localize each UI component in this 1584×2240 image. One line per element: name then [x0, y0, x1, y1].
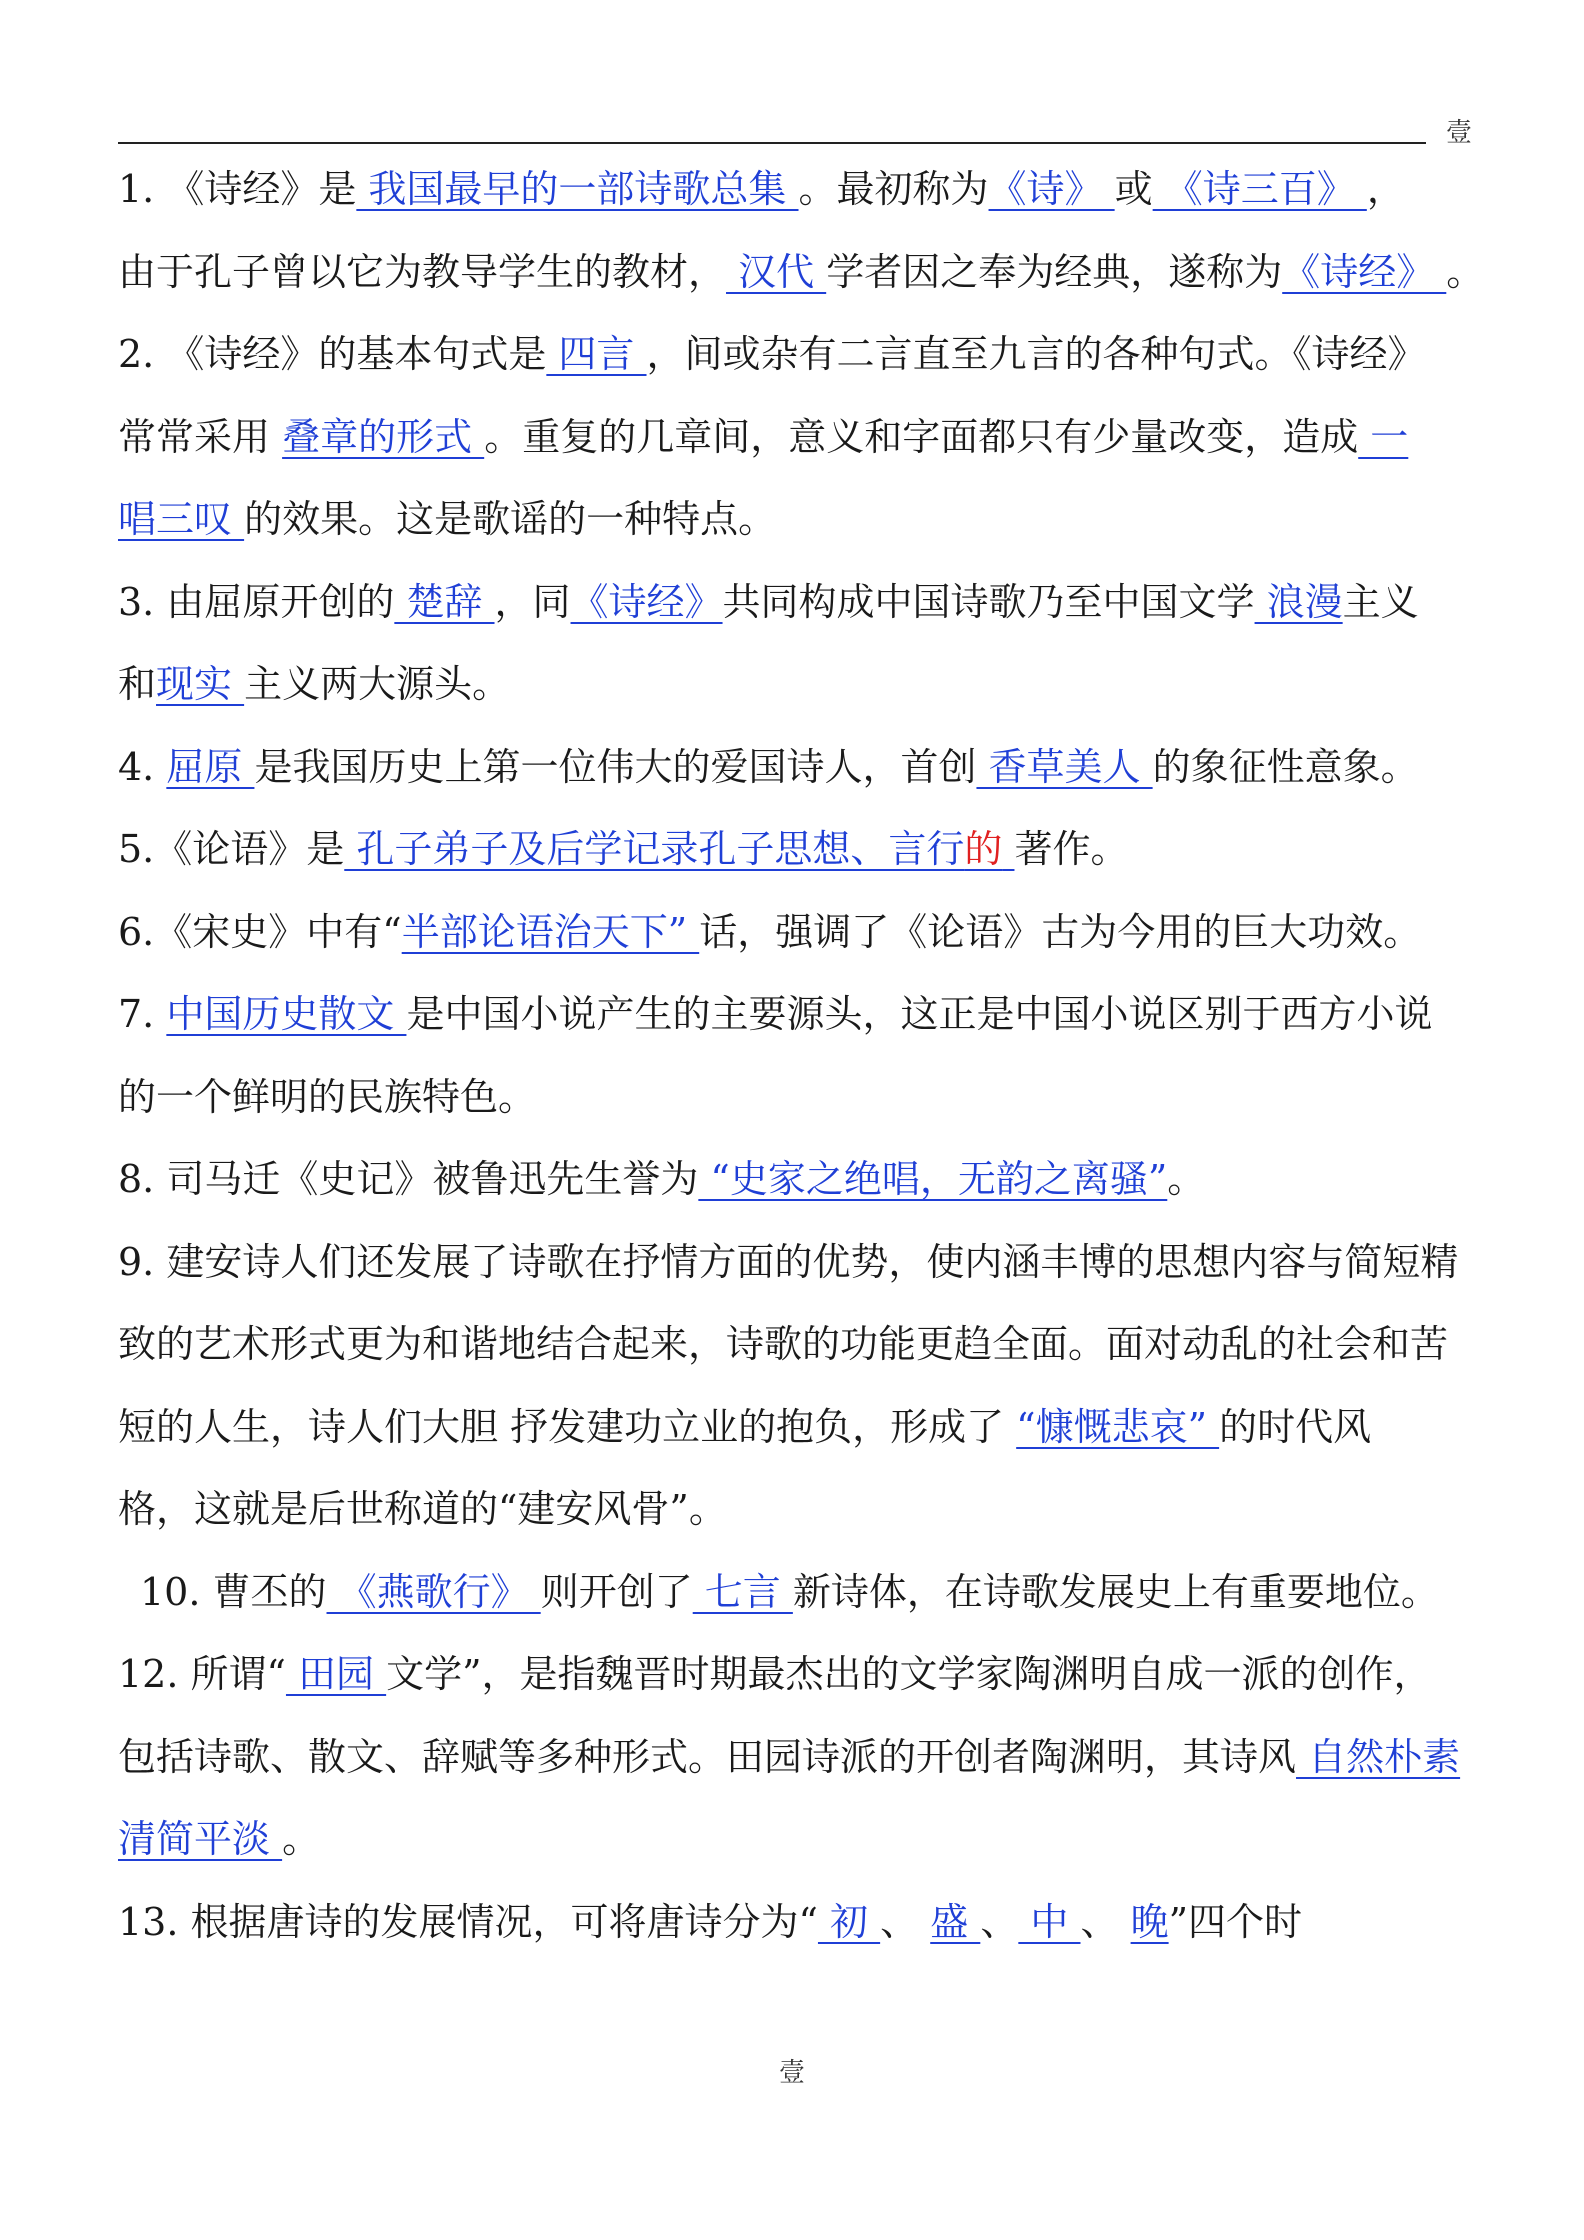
question-text: 是我国历史上第一位伟大的爱国诗人，首创 — [254, 744, 977, 789]
answer-blank — [1018, 1900, 1080, 1944]
question-text: 2. 《诗经》的基本句式是 — [118, 332, 547, 376]
text-line — [118, 1468, 1548, 1551]
question-text: 的象征性意象。 — [1152, 744, 1419, 789]
answer-blank — [1016, 1405, 1219, 1449]
text-line — [118, 1716, 1548, 1799]
answer-text: 初 — [817, 1899, 881, 1944]
question-text: 13. 根据唐诗的发展情况，可将唐诗分为“ — [118, 1899, 818, 1944]
question-text: 致的艺术形式更为和谐地结合起来，诗歌的功能更趋全面。面对动乱的社会和苦 — [118, 1322, 1449, 1366]
answer-text: 《诗》 — [988, 167, 1115, 211]
text-line — [118, 396, 1548, 479]
text-line — [118, 1386, 1548, 1469]
text-line — [118, 1633, 1548, 1716]
question-text: 、 — [980, 1899, 1019, 1944]
question-text: ，同 — [494, 579, 571, 624]
answer-text: 田园 — [285, 1652, 387, 1696]
question-text: 话，强调了《论语》古为今用的巨大功效。 — [699, 909, 1422, 954]
answer-text: 浪漫 — [1254, 579, 1343, 624]
exam-answer-sheet — [118, 148, 1548, 1963]
answer-blank — [394, 580, 494, 624]
text-line — [118, 1056, 1548, 1139]
answer-blank — [1153, 167, 1367, 211]
text-line — [118, 726, 1548, 809]
question-text: 格，这就是后世称道的“建安风骨”。 — [118, 1487, 727, 1531]
question-text: 10. 曹丕的 — [140, 1569, 327, 1614]
answer-text: 香草美人 — [976, 744, 1153, 789]
question-text: 著作。 — [1014, 827, 1129, 871]
question-text: 由于孔子曾以它为教导学生的教材， — [118, 249, 727, 294]
answer-text: 叠章的形式 — [282, 414, 485, 459]
question-text: 9. 建安诗人们还发展了诗歌在抒情方面的优势，使内涵丰博的思想内容与简短精 — [118, 1239, 1459, 1284]
answer-blank — [1358, 415, 1408, 459]
answer-text: 孔子弟子及后学记录孔子思想、言行 — [344, 827, 965, 871]
answer-text: 盛 — [930, 1899, 981, 1944]
answer-blank — [282, 415, 484, 459]
question-text: 12. 所谓“ — [118, 1652, 286, 1696]
question-text: 1. 《诗经》是 — [118, 167, 357, 211]
question-text: 的时代风 — [1219, 1404, 1372, 1449]
answer-text: 唱三叹 — [118, 497, 245, 541]
question-text: ，间或杂有二言直至九言的各种句式。《诗经》 — [646, 332, 1426, 376]
highlighted-answer-text: 的 — [964, 827, 1003, 871]
question-text: 3. 由屈原开创的 — [118, 579, 395, 624]
text-line — [118, 1138, 1548, 1221]
answer-blank — [1296, 1735, 1460, 1779]
text-line — [118, 1303, 1548, 1386]
answer-text: 屈原 — [166, 744, 255, 789]
text-line — [118, 973, 1548, 1056]
answer-blank — [166, 745, 254, 789]
question-text: 常常采用 — [118, 414, 283, 459]
text-line — [118, 148, 1548, 231]
question-text: 新诗体，在诗歌发展史上有重要地位。 — [792, 1569, 1439, 1614]
question-text: 和 — [118, 662, 157, 706]
text-line — [118, 643, 1548, 726]
text-line — [118, 1221, 1548, 1304]
answer-text: 一 — [1358, 414, 1409, 459]
question-text: 、 — [880, 1899, 931, 1944]
answer-text: 自然朴素 — [1296, 1734, 1461, 1779]
question-text: 。重复的几章间，意义和字面都只有少量改变，造成 — [484, 414, 1359, 459]
question-text: 8. 司马迁《史记》被鲁迅先生誉为 — [118, 1157, 699, 1201]
answer-text: 《诗经》 — [1282, 249, 1447, 294]
answer-text: 半部论语治天下” — [401, 909, 700, 954]
question-text: 5.《论语》是 — [118, 827, 345, 871]
answer-blank — [344, 827, 1014, 871]
answer-blank — [156, 662, 244, 706]
question-text: 。最初称为 — [798, 167, 989, 211]
answer-blank — [1255, 580, 1343, 624]
text-line — [118, 478, 1548, 561]
question-text: 。 — [282, 1817, 321, 1861]
answer-blank — [989, 167, 1115, 211]
question-text: 的效果。这是歌谣的一种特点。 — [244, 497, 777, 541]
footer-page-mark: 壹 — [778, 2058, 805, 2088]
answer-blank — [327, 1570, 541, 1614]
question-text: 6.《宋史》中有“ — [118, 909, 402, 954]
question-text: 文学”，是指魏晋时期最杰出的文学家陶渊明自成一派的创作， — [386, 1652, 1432, 1696]
question-text: 。 — [1446, 249, 1485, 294]
text-line — [118, 313, 1548, 396]
answer-text: 《诗三百》 — [1152, 167, 1367, 211]
question-text: 是中国小说产生的主要源头，这正是中国小说区别于西方小说 — [406, 992, 1433, 1036]
question-text: 。 — [1167, 1157, 1206, 1201]
question-text: 短的人生，诗人们大胆 抒发建功立业的抱负，形成了 — [118, 1404, 1017, 1449]
text-line — [118, 1798, 1548, 1881]
answer-blank — [1282, 250, 1446, 294]
answer-blank — [1131, 1900, 1169, 1944]
answer-text: 汉代 — [726, 249, 827, 294]
answer-text: 七言 — [692, 1569, 793, 1614]
answer-blank — [118, 497, 244, 541]
header-page-mark: 壹 — [1446, 118, 1473, 148]
question-text: 主义两大源头。 — [244, 662, 511, 706]
answer-text: 清简平淡 — [118, 1817, 283, 1861]
answer-text: 四言 — [546, 332, 647, 376]
answer-blank — [698, 1157, 1167, 1201]
question-text: ”四个时 — [1168, 1899, 1303, 1944]
answer-blank — [286, 1652, 386, 1696]
answer-text: 楚辞 — [394, 579, 495, 624]
answer-text: 我国最早的一部诗歌总集 — [356, 167, 799, 211]
answer-blank — [402, 910, 700, 954]
answer-blank — [726, 250, 826, 294]
answer-text: 晚 — [1130, 1899, 1169, 1944]
answer-blank — [166, 992, 406, 1036]
answer-text: 现实 — [156, 662, 245, 706]
question-text: 包括诗歌、散文、辞赋等多种形式。田园诗派的开创者陶渊明，其诗风 — [118, 1734, 1297, 1779]
header-rule — [118, 142, 1426, 144]
question-text: 4. — [118, 744, 167, 789]
question-text: ， — [1366, 167, 1405, 211]
question-text: 则开创了 — [540, 1569, 693, 1614]
question-text: 的一个鲜明的民族特色。 — [118, 1074, 537, 1119]
answer-text: “史家之绝唱，无韵之离骚” — [698, 1157, 1168, 1201]
answer-blank — [930, 1900, 980, 1944]
answer-blank — [693, 1570, 793, 1614]
answer-text: “慷慨悲哀” — [1016, 1404, 1220, 1449]
question-text: 主义 — [1342, 579, 1419, 624]
answer-text: 《诗经》 — [570, 579, 723, 624]
question-text: 7. — [118, 992, 167, 1036]
text-line — [118, 808, 1548, 891]
answer-text: 《燕歌行》 — [326, 1569, 541, 1614]
answer-blank — [818, 1900, 880, 1944]
answer-blank — [356, 167, 798, 211]
text-line — [118, 1551, 1548, 1634]
answer-blank — [546, 332, 646, 376]
text-line — [118, 231, 1548, 314]
answer-text: 中 — [1018, 1899, 1081, 1944]
question-text: 学者因之奉为经典，遂称为 — [826, 249, 1283, 294]
answer-blank — [976, 745, 1152, 789]
question-text: 或 — [1114, 167, 1153, 211]
question-text: 共同构成中国诗歌乃至中国文学 — [722, 579, 1255, 624]
answer-text: 中国历史散文 — [166, 992, 407, 1036]
answer-blank — [571, 580, 723, 624]
question-text: 、 — [1080, 1899, 1131, 1944]
text-line — [118, 1881, 1548, 1964]
text-line — [118, 891, 1548, 974]
answer-blank — [118, 1817, 282, 1861]
text-line — [118, 561, 1548, 644]
answer-text — [1002, 827, 1014, 871]
